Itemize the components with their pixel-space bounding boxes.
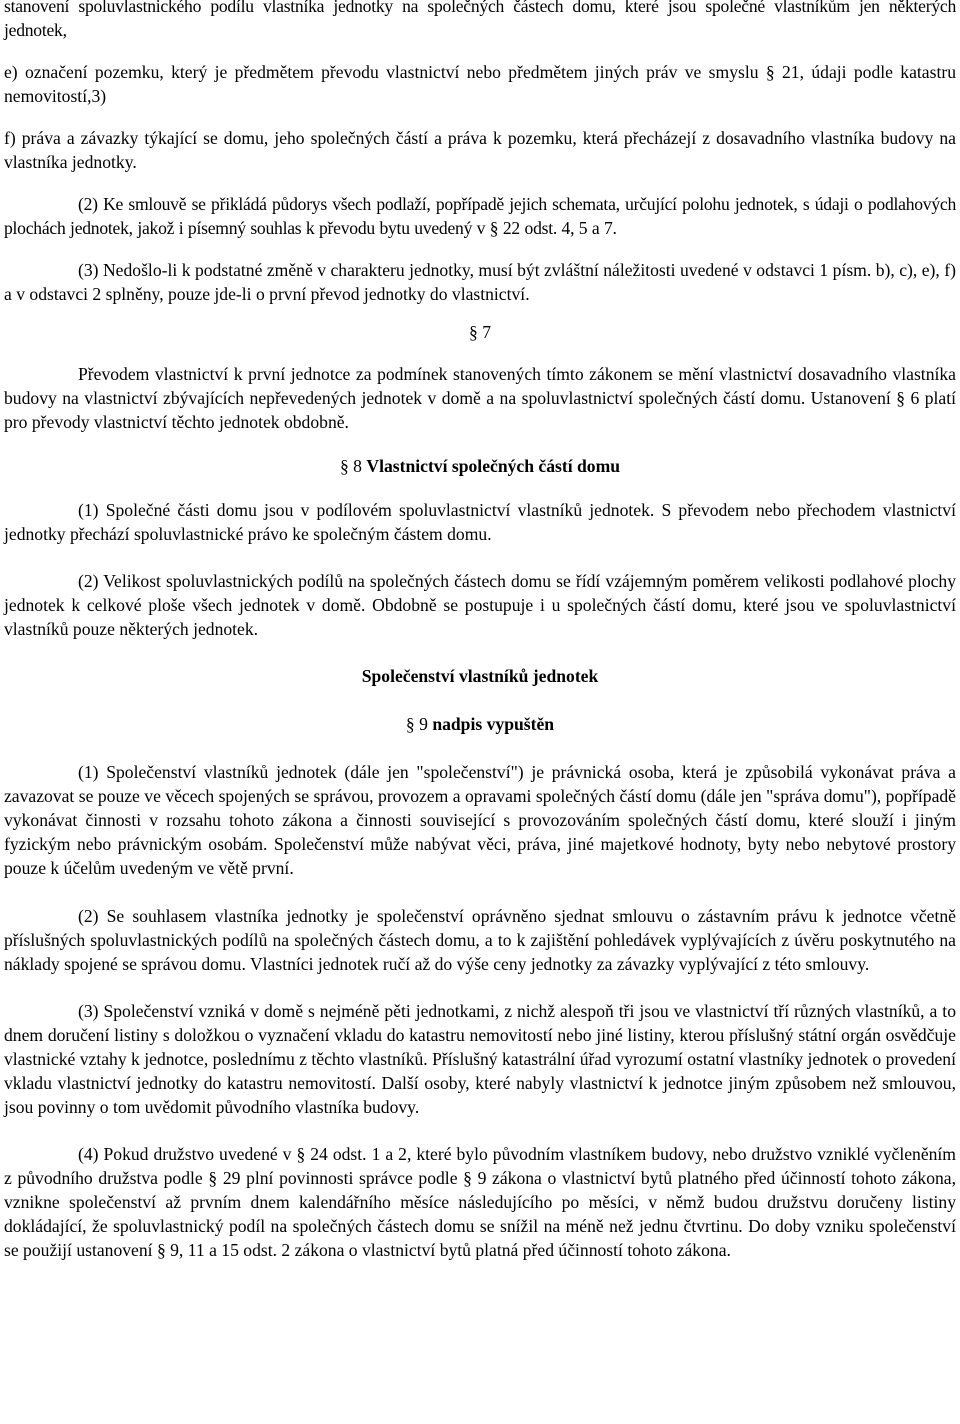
part-heading <box>4 664 956 688</box>
paragraph-9-2: (2) Se souhlasem vlastníka jednotky je společenství oprávněno sjednat smlouvu o zástavním právu k jednotce včetně příslušných spoluvlastnických podílů na společných částech domu, a to k zajištění pohledávek vyplývajících z úvěru poskytnutého na náklady spojené se správou domu. Vlastníci jednotek ručí až do výše ceny jednotky za závazky vyplývající z této smlouvy. <box>4 906 956 974</box>
section-number-9: § 9 <box>405 714 433 734</box>
paragraph-continuation: stanovení spoluvlastnického podílu vlastníka jednotky na společných částech domu, které jsou společné vlastníkům jen některých jednotek, <box>4 0 956 40</box>
section-heading-8 <box>4 454 956 478</box>
paragraph-9-4: (4) Pokud družstvo uvedené v § 24 odst. 1 a 2, které bylo původním vlastníkem budovy, nebo družstvo vzniklé vyčleněním z původního družstva podle § 29 plní povinnosti správce podle § 9 zákona o vlastnictví bytů platného před účinností tohoto zákona, vznikne společenství až prvním dnem kalendářního měsíce následujícího po měsíci, v němž budou družstvu doručeny listiny dokládající, že spoluvlastnický podíl na společných částech domu se snížil na méně než jednu čtvrtinu. Do doby vzniku společenství se použijí ustanovení § 9, 11 a 15 odst. 2 zákona o vlastnictví bytů platná před účinností tohoto zákona. <box>4 1144 956 1260</box>
paragraph-8-2: (2) Velikost spoluvlastnických podílů na společných částech domu se řídí vzájemným poměrem velikosti podlahové plochy jednotek k celkové ploše všech jednotek v domě. Obdobně se postupuje i u společných částí domu, které jsou ve spoluvlastnictví vlastníků pouze některých jednotek. <box>4 571 956 639</box>
paragraph-9-3: (3) Společenství vzniká v domě s nejméně pěti jednotkami, z nichž alespoň tři jsou ve vlastnictví tří různých vlastníků, a to dnem doručení listiny s doložkou o vyznačení vkladu do katastru nemovitostí nebo jiné listiny, kterou příslušný státní orgán osvědčuje vlastnické vztahy k jednotce, poslednímu z těchto vlastníků. Příslušný katastrální úřad vyrozumí ostatní vlastníky jednotek o provedení vkladu vlastnictví jednotky do katastru nemovitostí. Další osoby, které nabyly vlastnictví k jednotce jiným způsobem než smlouvou, jsou povinny o tom uvědomit původního vlastníka budovy. <box>4 1001 956 1117</box>
section-heading-9 <box>4 712 956 736</box>
section-title-9: nadpis vypuštěn <box>432 714 555 734</box>
paragraph-7: Převodem vlastnictví k první jednotce za podmínek stanovených tímto zákonem se mění vlastnictví dosavadního vlastníka budovy na vlastnictví zbývajících nepřevedených jednotek v domě a na spoluvlastnictví společných částí domu. Ustanovení § 6 platí pro převody vlastnictví těchto jednotek obdobně. <box>4 364 956 432</box>
paragraph-6-3: (3) Nedošlo-li k podstatné změně v charakteru jednotky, musí být zvláštní náležitosti uvedené v odstavci 1 písm. b), c), e), f) a v odstavci 2 splněny, pouze jde-li o první převod jednotky do vlastnictví. <box>4 260 956 304</box>
section-number-8: § 8 <box>339 456 367 476</box>
paragraph-8-1: (1) Společné části domu jsou v podílovém spoluvlastnictví vlastníků jednotek. S převodem nebo přechodem vlastnictví jednotky přechází spoluvlastnické právo ke společným částem domu. <box>4 500 956 544</box>
paragraph-6-2: (2) Ke smlouvě se přikládá půdorys všech podlaží, popřípadě jejich schemata, určující polohu jednotek, s údaji o podlahových plochách jednotek, jakož i písemný souhlas k převodu bytu uvedený v § 22 odst. 4, 5 a 7. <box>4 194 956 238</box>
part-title: Společenství vlastníků jednotek <box>361 666 599 686</box>
paragraph-item-f: f) práva a závazky týkající se domu, jeho společných částí a práva k pozemku, která přecházejí z dosavadního vlastníka budovy na vlastníka jednotky. <box>4 128 956 172</box>
paragraph-9-1: (1) Společenství vlastníků jednotek (dále jen "společenství") je právnická osoba, která je způsobilá vykonávat práva a zavazovat se pouze ve věcech spojených se správou, provozem a opravami společných částí domu (dále jen "správa domu"), popřípadě vykonávat činnosti v rozsahu tohoto zákona a činnosti související s provozováním společných částí domu, které slouží i jiným fyzickým nebo právnickým osobám. Společenství může nabývat věci, práva, jiné majetkové hodnoty, byty nebo nebytové prostory pouze k účelům uvedeným ve větě první. <box>4 762 956 878</box>
section-title-8: Vlastnictví společných částí domu <box>366 456 621 476</box>
section-heading-7: § 7 <box>469 322 491 342</box>
paragraph-item-e: e) označení pozemku, který je předmětem převodu vlastnictví nebo předmětem jiných práv ve smyslu § 21, údaji podle katastru nemovitostí,3) <box>4 62 956 106</box>
